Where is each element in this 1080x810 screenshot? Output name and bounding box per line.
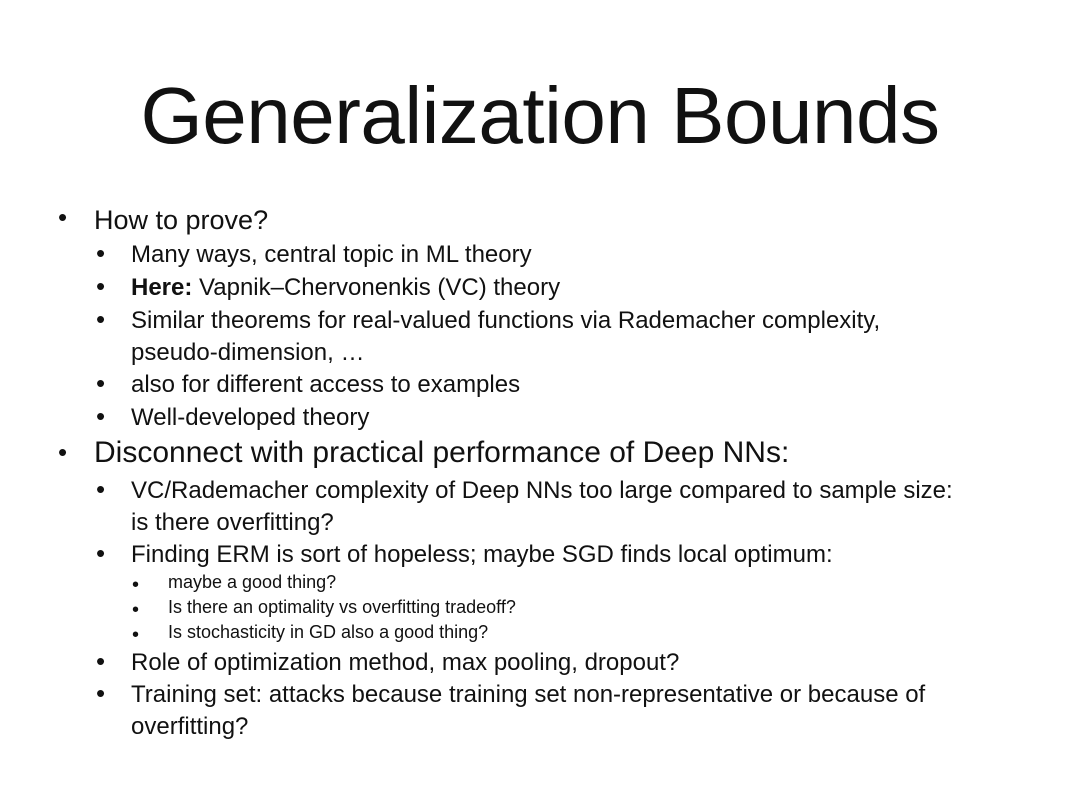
- bullet-item: Is stochasticity in GD also a good thing?: [168, 622, 489, 642]
- bullet-icon: •: [96, 238, 106, 268]
- bullet-item: maybe a good thing?: [168, 572, 337, 592]
- bullet-icon: •: [96, 678, 106, 708]
- bullet-item-continuation: pseudo-dimension, …: [131, 339, 365, 366]
- bullet-item: VC/Rademacher complexity of Deep NNs too large compared to sample size:: [131, 477, 953, 504]
- bullet-item: Training set: attacks because training set non-representative or because of: [131, 681, 926, 708]
- bullet-icon: •: [132, 574, 140, 596]
- bullet-icon: •: [132, 624, 140, 646]
- bold-prefix: Here:: [131, 274, 193, 301]
- bullet-icon: •: [96, 474, 106, 504]
- bullet-item: Well-developed theory: [131, 404, 370, 431]
- bullet-icon: •: [96, 368, 106, 398]
- bullet-item-continuation: overfitting?: [131, 713, 249, 740]
- bullet-item: Finding ERM is sort of hopeless; maybe SGD finds local optimum:: [131, 541, 833, 568]
- bullet-item: also for different access to examples: [131, 371, 521, 398]
- bullet-item: Similar theorems for real-valued functions via Rademacher complexity,: [131, 307, 881, 334]
- bullet-item-continuation: is there overfitting?: [131, 509, 334, 536]
- bullet-item: Many ways, central topic in ML theory: [131, 241, 532, 268]
- bullet-icon: •: [96, 401, 106, 431]
- bullet-icon: •: [96, 271, 106, 301]
- slide-title: Generalization Bounds: [140, 71, 940, 160]
- bullet-icon: •: [58, 202, 68, 232]
- bullet-item: Is there an optimality vs overfitting tradeoff?: [168, 597, 516, 617]
- bullet-item-text: Vapnik–Chervonenkis (VC) theory: [192, 274, 561, 301]
- bullet-icon: •: [96, 304, 106, 334]
- bullet-item: How to prove?: [94, 205, 269, 235]
- bullet-icon: •: [58, 437, 68, 467]
- bullet-item: Role of optimization method, max pooling, dropout?: [131, 649, 680, 676]
- bullet-icon: •: [132, 599, 140, 621]
- bullet-icon: •: [96, 538, 106, 568]
- bullet-icon: •: [96, 646, 106, 676]
- bullet-item: [131, 273, 560, 303]
- bullet-item: Disconnect with practical performance of Deep NNs:: [94, 436, 790, 469]
